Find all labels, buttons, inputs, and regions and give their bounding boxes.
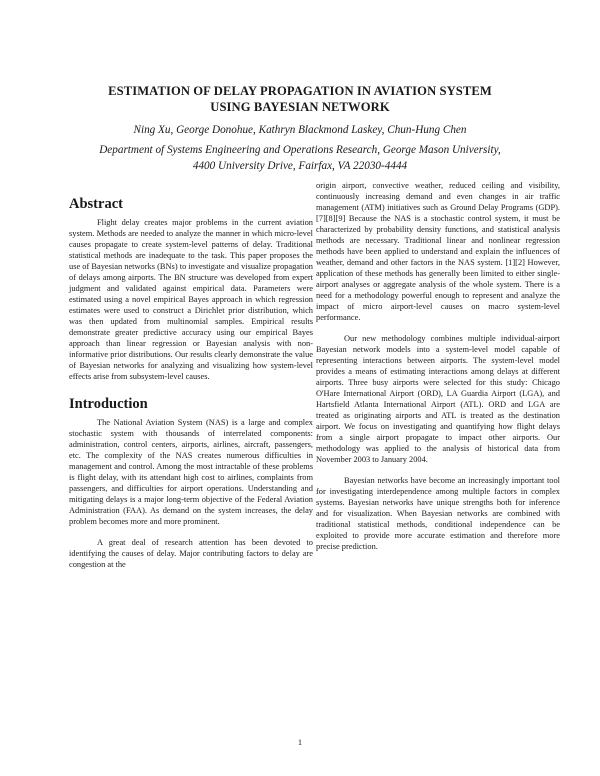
introduction-heading: Introduction xyxy=(69,396,148,412)
right-paragraph-2: Our new methodology combines multiple individual-airport Bayesian network models into a system-level model capable of representing interactions between airports. The system-level model provides a means of estimating interactions among delays at different airports. Three busy airports were selected for this study: Chicago O'Hare International Airport (ORD), LA Guardia Airport (LGA), and Hartsfield Atlanta International Airport (ATL). ORD and LGA are treated as originating airports and ATL is treated as the destination airport. We focus on investigating and quantifying how flight delays from a single airport propagate to impact other airports. Our methodology was applied to the analysis of historical data from November 2003 to January 2004. xyxy=(316,334,560,464)
left-column xyxy=(69,196,313,570)
introduction-paragraph-2: A great deal of research attention has been devoted to identifying the causes of delay. Major contributing factors to delay are congestion at the xyxy=(69,538,313,569)
right-column xyxy=(316,180,560,552)
right-paragraph-1: origin airport, convective weather, reduced ceiling and visibility, continuously increasing demand and even changes in air traffic management (ATM) initiatives such as Ground Delay Programs (GDP). [7][8][9] Because the NAS is a stochastic control system, it must be characterized by probability density functions, and statistical analysis methods are necessary. Traditional linear and nonlinear regression methods have been applied to understand and explain the influences of weather, demand and other factors in the NAS system. [1][2] However, application of these methods has generally been limited to either single-airport analyses or aggregate analysis of the whole system. There is a need for a methodology powerful enough to represent and analyze the impact of micro airport-level causes on macro system-level performance. xyxy=(316,181,560,322)
affiliation-line-2: 4400 University Drive, Fairfax, VA 22030-4444 xyxy=(192,160,408,172)
title-line-2: USING BAYESIAN NETWORK xyxy=(210,100,390,114)
page-number: 1 xyxy=(297,738,303,747)
right-paragraph-3: Bayesian networks have become an increasingly important tool for investigating interdependence among multiple factors in complex systems. Bayesian networks have unique strengths both for inference and for visualization. When Bayesian networks are combined with traditional statistical methods, conditional independence can be exploited to provide more accurate estimation and therefore more precise prediction. xyxy=(316,476,560,551)
title-line-1: ESTIMATION OF DELAY PROPAGATION IN AVIATION SYSTEM xyxy=(108,84,492,98)
abstract-text: Flight delay creates major problems in the current aviation system. Methods are needed to analyze the manner in which micro-level causes propagate to create system-level patterns of delay. Traditional statistical methods are inadequate to the task. This paper proposes the use of Bayesian networks (BNs) to investigate and visualize propagation of delays among airports. The BN structure was developed from expert judgment and validated against empirical data. Parameters were estimated using a novel empirical Bayes approach in which regression estimates were used to construct a Dirichlet prior distribution, which was then updated from multinomial samples. Empirical results demonstrate greater predictive accuracy using our empirical Bayes approach than linear regression or Bayesian analysis with non-informative prior distributions. Our results clearly demonstrate the value of Bayesian networks for analyzing and visualizing how system-level effects arise from subsystem-level causes. xyxy=(69,218,313,381)
abstract-heading: Abstract xyxy=(69,196,123,212)
author-list: Ning Xu, George Donohue, Kathryn Blackmond Laskey, Chun-Hung Chen xyxy=(133,124,467,136)
introduction-paragraph-1: The National Aviation System (NAS) is a large and complex stochastic system with thousands of interrelated components: administration, control centers, airports, airlines, aircraft, passengers, etc. The complexity of the NAS creates numerous difficulties in management and control. Among the most intractable of these problems is flight delay, with its attendant high cost to airlines, complaints from passengers, and difficulties for airport operations. Understanding and mitigating delays is a major long-term objective of the Federal Aviation Administration (FAA). As demand on the system increases, the delay problem becomes more and more prominent. xyxy=(69,418,313,526)
affiliation-line-1: Department of Systems Engineering and Operations Research, George Mason University, xyxy=(99,144,501,156)
paper-title xyxy=(60,83,540,115)
affiliation xyxy=(60,142,540,174)
